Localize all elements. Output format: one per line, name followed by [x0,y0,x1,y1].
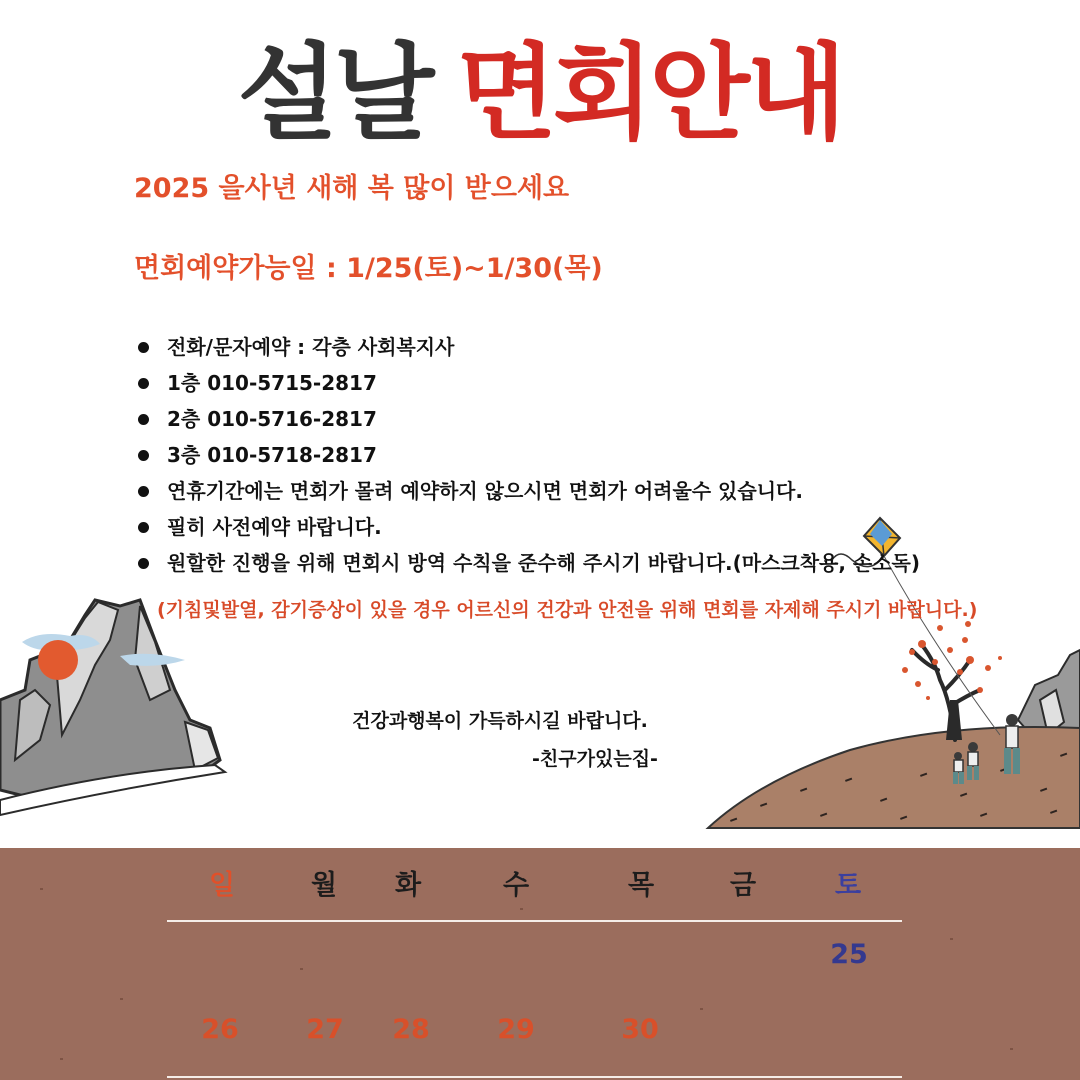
weekday-mon: 월 [310,870,338,901]
texture-speck [520,908,523,910]
calendar-divider [167,920,902,922]
bullet-icon [138,450,149,461]
list-item: 연휴기간에는 면회가 몰려 예약하지 않으시면 면회가 어려울수 있습니다. [134,474,1034,510]
calendar-week-2 [0,1010,1080,1050]
list-item: 2층 010-5716-2817 [134,402,1034,438]
bullet-icon [138,522,149,533]
weekday-fri: 금 [729,870,757,901]
texture-speck [60,1058,63,1060]
calendar [0,848,1080,1080]
date-25: 25 [830,939,868,970]
date-27: 27 [306,1014,344,1045]
weekday-tue: 화 [394,870,422,901]
new-year-greeting: 2025 을사년 새해 복 많이 받으세요 [134,173,570,204]
weekday-sat: 토 [834,870,862,901]
calendar-divider [167,1076,902,1078]
date-26: 26 [201,1014,239,1045]
list-item: 3층 010-5718-2817 [134,438,1034,474]
list-item: 전화/문자예약 : 각층 사회복지사 [134,330,1034,366]
bullet-icon [138,342,149,353]
signature: -친구가있는집- [532,748,658,770]
list-item: 원할한 진행을 위해 면회시 방역 수칙을 준수해 주시기 바랍니다.(마스크착용, 손소독) [134,546,1034,582]
bullet-icon [138,486,149,497]
title-visit-guide: 면회안내 [456,32,843,154]
weekday-thu: 목 [627,870,655,901]
calendar-weekday-header [0,866,1080,906]
date-30: 30 [621,1014,659,1045]
reservation-period: 면회예약가능일 : 1/25(토)~1/30(목) [134,253,603,284]
list-item: 필히 사전예약 바랍니다. [134,510,1034,546]
bullet-icon [138,414,149,425]
weekday-wed: 수 [502,870,530,901]
texture-speck [120,998,123,1000]
reservation-notes-list [134,330,1034,582]
weekday-sun: 일 [208,870,236,901]
date-29: 29 [497,1014,535,1045]
calendar-week-1 [0,935,1080,975]
health-warning: (기침및발열, 감기증상이 있을 경우 어르신의 건강과 안전을 위해 면회를 자제해 주시기 바랍니다.) [157,599,978,621]
closing-message: 건강과행복이 가득하시길 바랍니다. [352,710,648,732]
date-28: 28 [392,1014,430,1045]
list-item: 1층 010-5715-2817 [134,366,1034,402]
bullet-icon [138,558,149,569]
title-seollal: 설날 [237,32,431,154]
bullet-icon [138,378,149,389]
